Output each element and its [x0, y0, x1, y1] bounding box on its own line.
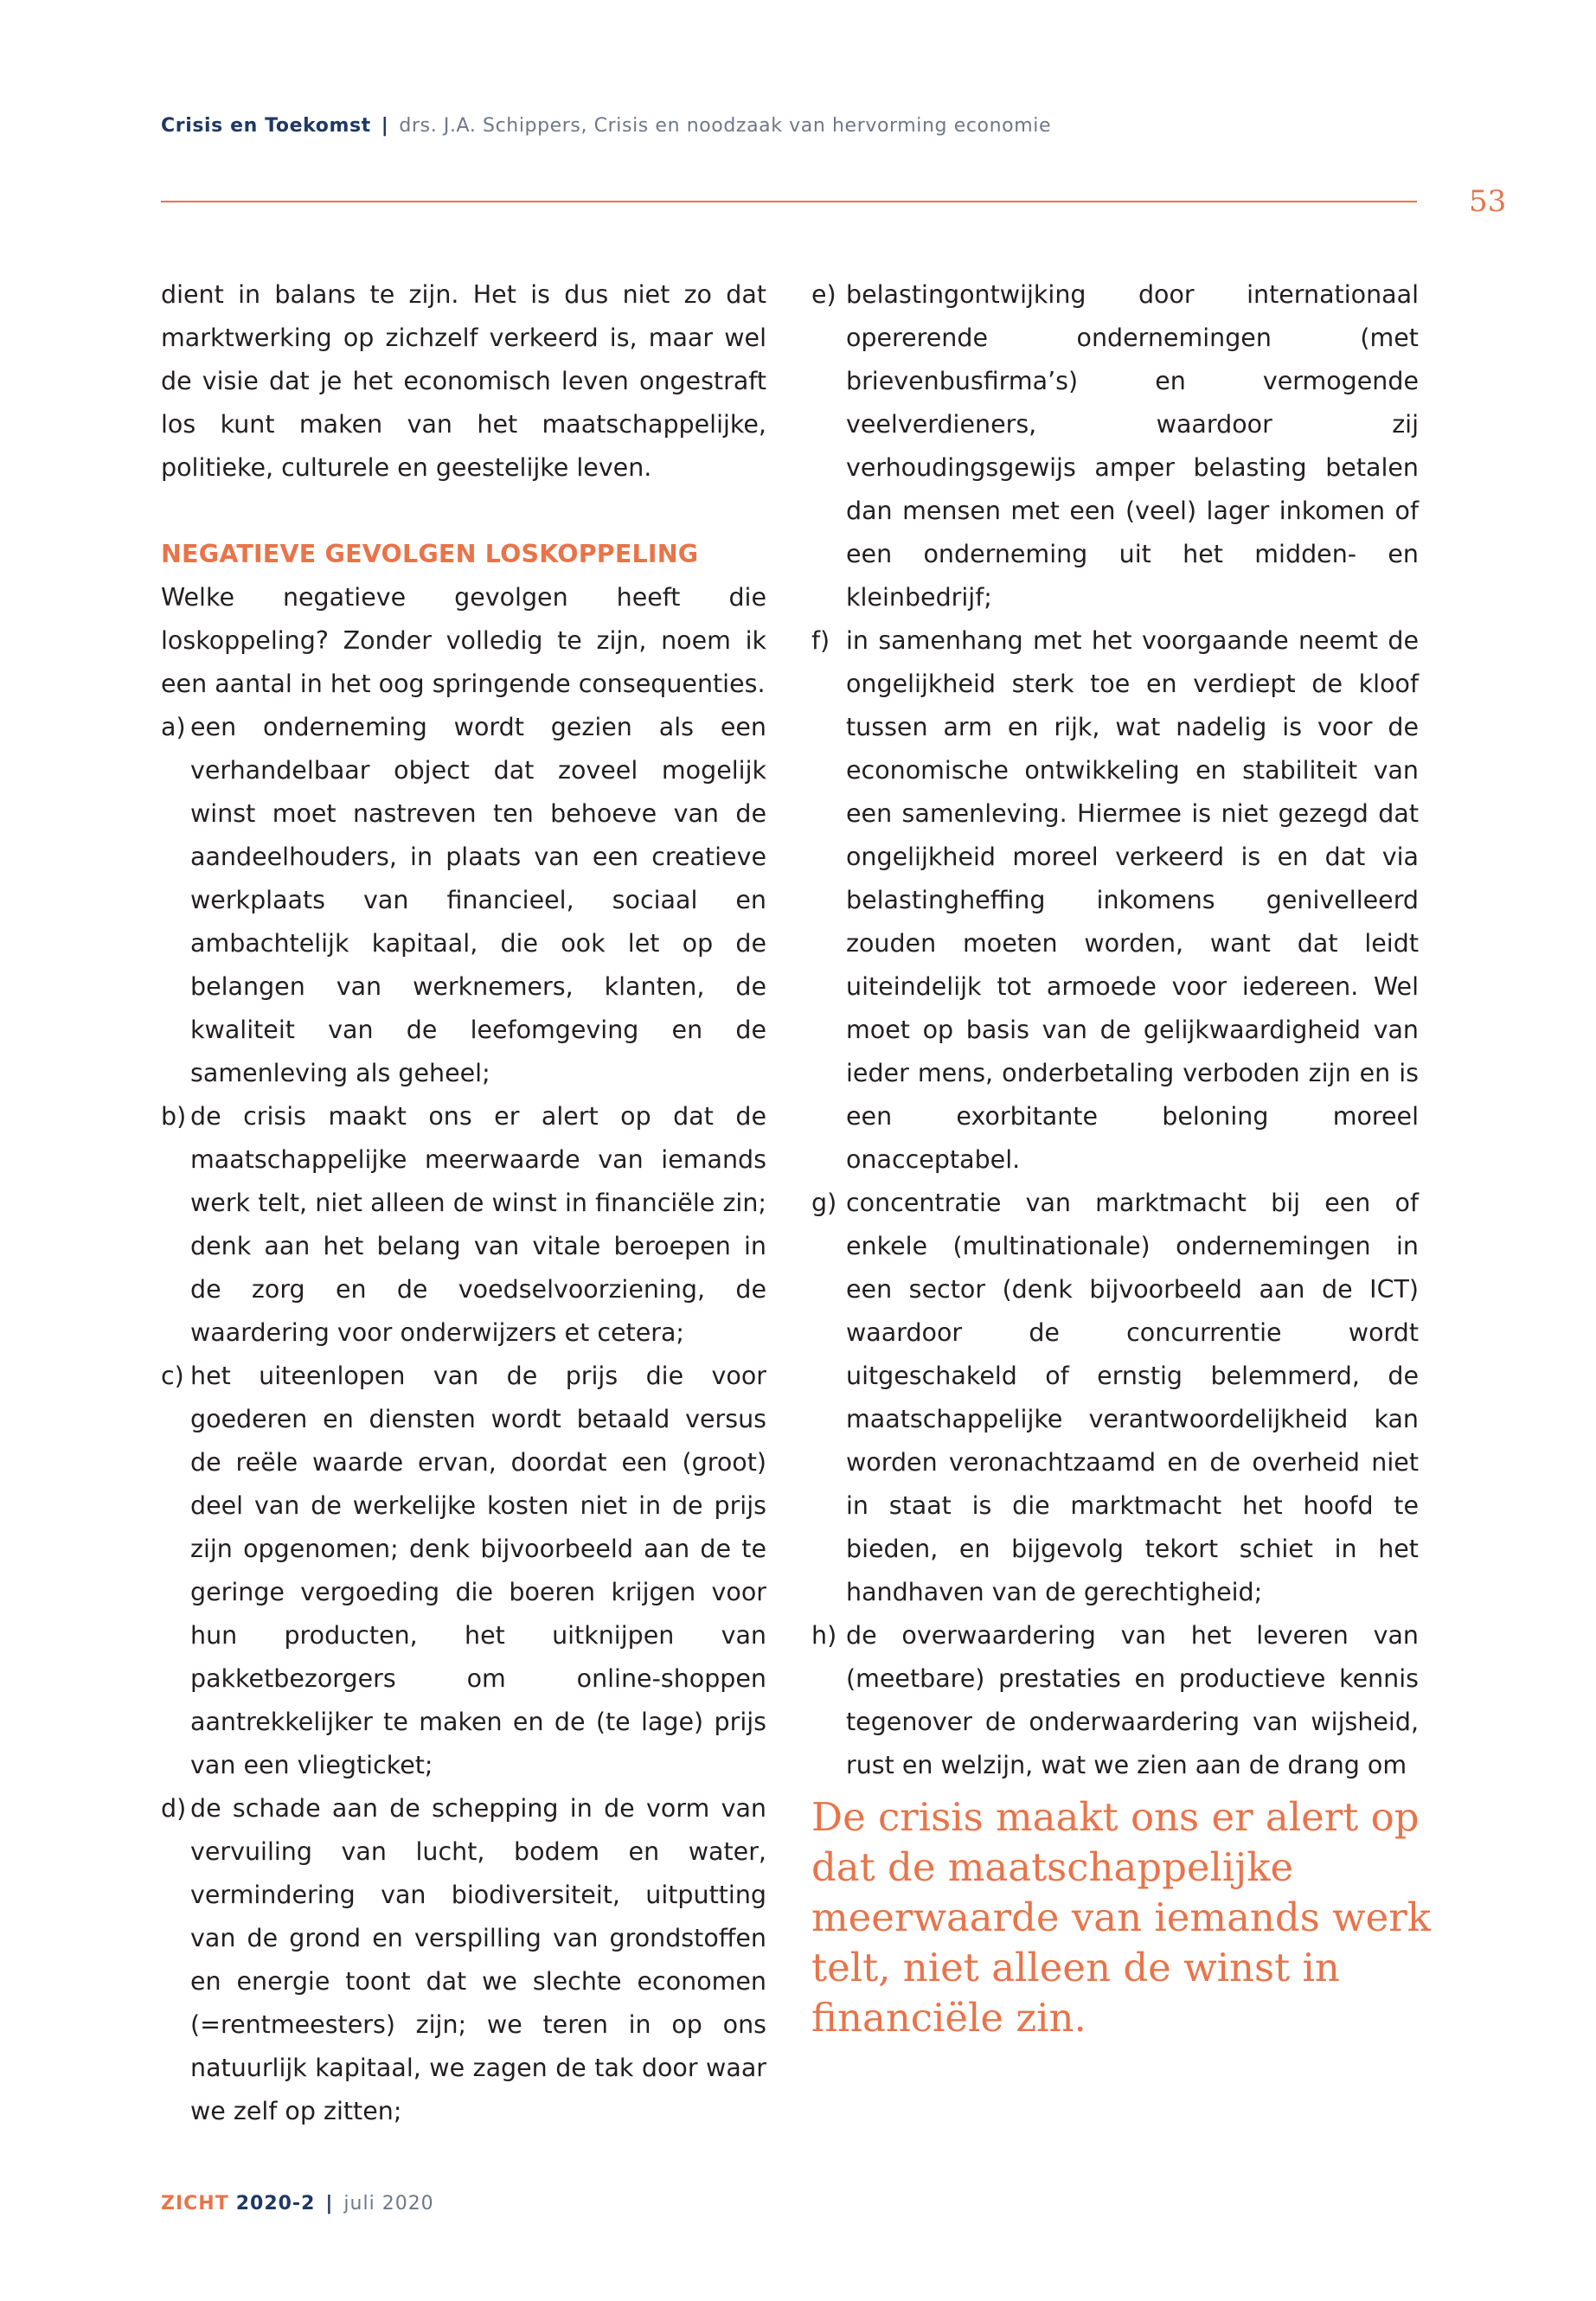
list-item-text: concentratie van marktmacht bij een of enkele (multinationale) ondernemingen in een sector (denk bijvoorbeeld aan de ICT) waardoor de concurrentie wordt uitgeschakeld of ernstig belemmerd, de maatschappelijke verantwoordelijkheid kan worden veronachtzaamd en de overheid niet in staat is die marktmacht het hoofd te bieden, en bijgevolg tekort schiet in het handhaven van de gerechtigheid;	[846, 1189, 1419, 1606]
footer-issue: 2020-2	[235, 2193, 316, 2214]
list-item	[161, 706, 766, 1095]
right-column	[811, 273, 1419, 1787]
list-marker: d)	[161, 1794, 187, 1823]
consequences-list-right	[811, 273, 1419, 1787]
list-marker: c)	[161, 1362, 184, 1390]
list-marker: f)	[811, 626, 830, 655]
list-marker: e)	[811, 280, 836, 309]
list-item	[161, 1095, 766, 1355]
intro-paragraph: dient in balans te zijn. Het is dus niet zo dat marktwerking op zichzelf verkeerd is, maar wel de visie dat je het economisch leven ongestraft los kunt maken van het maatschappelijke, politieke, culturele en geestelijke leven.	[161, 280, 766, 482]
list-item	[811, 1182, 1419, 1614]
footer-separator: |	[325, 2193, 334, 2214]
list-item-text: de crisis maakt ons er alert op dat de maatschappelijke meerwaarde van iemands werk telt, niet alleen de winst in financiële zin; denk aan het belang van vitale beroepen in de zorg en de voedselvoorziening, de waardering voor onderwijzers et cetera;	[190, 1102, 766, 1347]
list-item-text: het uiteenlopen van de prijs die voor goederen en diensten wordt betaald versus de reële waarde ervan, doordat een (groot) deel van de werkelijke kosten niet in de prijs zijn opgenomen; denk bijvoorbeeld aan de te geringe vergoeding die boeren krijgen voor hun producten, het uitknijpen van pakketbezorgers om online-shoppen aantrekkelijker te maken en de (te lage) prijs van een vliegticket;	[190, 1362, 766, 1779]
list-item	[811, 619, 1419, 1182]
list-item	[811, 1614, 1419, 1787]
list-item-text: in samenhang met het voorgaande neemt de ongelijkheid sterk toe en verdiept de kloof tussen arm en rijk, wat nadelig is voor de economische ontwikkeling en stabiliteit van een samenleving. Hiermee is niet gezegd dat ongelijkheid moreel verkeerd is en dat via belastingheffing inkomens genivelleerd zouden moeten worden, want dat leidt uiteindelijk tot armoede voor iedereen. Wel moet op basis van de gelijkwaardigheid van ieder mens, onderbetaling verboden zijn en is een exorbitante beloning moreel onacceptabel.	[846, 626, 1419, 1174]
footer-journal-name: ZICHT	[161, 2193, 229, 2214]
list-marker: g)	[811, 1189, 837, 1217]
page-number: 53	[1469, 184, 1507, 219]
footer-date: juli 2020	[343, 2193, 434, 2214]
list-item-text: belastingontwijking door internationaal opererende ondernemingen (met brievenbusfirma’s) en vermogende veelverdieners, waardoor zij verhoudingsgewijs amper belasting betalen dan mensen met een (veel) lager inkomen of een onderneming uit het midden- en kleinbedrijf;	[846, 280, 1419, 612]
list-item	[161, 1355, 766, 1787]
list-marker: h)	[811, 1621, 837, 1650]
list-item-text: de overwaardering van het leveren van (meetbare) prestaties en productieve kennis tegenover de onderwaardering van wijsheid, rust en welzijn, wat we zien aan de drang om	[846, 1621, 1419, 1779]
article-reference: drs. J.A. Schippers, Crisis en noodzaak van hervorming economie	[399, 115, 1052, 137]
journal-title: Crisis en Toekomst	[161, 115, 371, 137]
header-separator: |	[381, 115, 389, 137]
header-rule	[161, 201, 1417, 202]
consequences-list-left	[161, 706, 766, 2133]
footer	[161, 2189, 434, 2220]
list-item	[811, 273, 1419, 619]
left-column	[161, 273, 766, 2133]
pull-quote: De crisis maakt ons er alert op dat de maatschappelijke meerwaarde van iemands werk telt, niet alleen de winst in financiële zin.	[811, 1794, 1432, 2041]
list-item-text: de schade aan de schepping in de vorm van vervuiling van lucht, bodem en water, vermindering van biodiversiteit, uitputting van de grond en verspilling van grondstoffen en energie toont dat we slechte economen (=rentmeesters) zijn; we teren in op ons natuurlijk kapitaal, we zagen de tak door waar we zelf op zitten;	[190, 1794, 766, 2125]
list-marker: a)	[161, 713, 186, 741]
list-marker: b)	[161, 1102, 187, 1131]
list-item	[161, 1787, 766, 2133]
section-heading: NEGATIEVE GEVOLGEN LOSKOPPELING	[161, 540, 699, 568]
running-head	[161, 111, 1051, 142]
list-item-text: een onderneming wordt gezien als een verhandelbaar object dat zoveel mogelijk winst moet nastreven ten behoeve van de aandeelhouders, in plaats van een creatieve werkplaats van financieel, sociaal en ambachtelijk kapitaal, die ook let op de belangen van werknemers, klanten, de kwaliteit van de leefomgeving en de samenleving als geheel;	[190, 713, 766, 1087]
lead-paragraph: Welke negatieve gevolgen heeft die loskoppeling? Zonder volledig te zijn, noem ik een aantal in het oog springende consequenties.	[161, 583, 766, 698]
